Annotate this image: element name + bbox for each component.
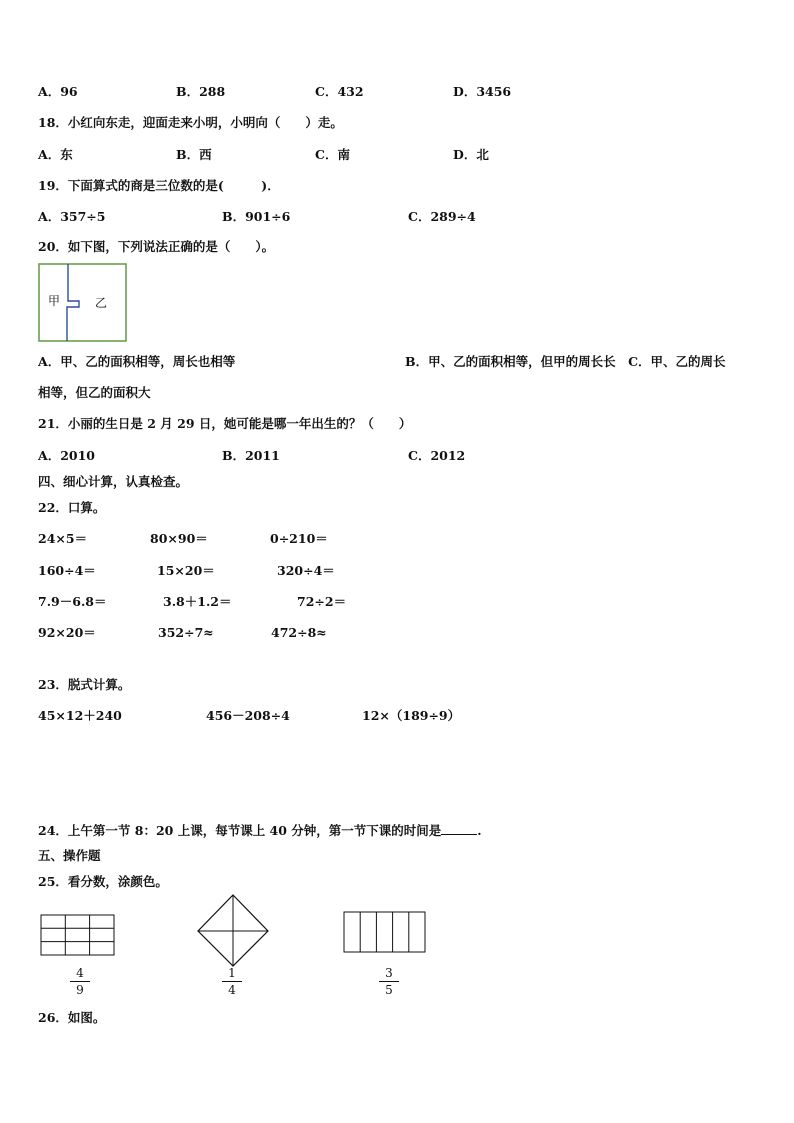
- q22-item: 0÷210＝: [270, 531, 328, 546]
- fraction-numerator: 3: [385, 966, 393, 980]
- q24-stem: [38, 822, 482, 839]
- q22-item: 7.9－6.8＝: [38, 594, 107, 609]
- q21-option-a: A．2010: [38, 448, 95, 463]
- q20-figure: [38, 263, 128, 343]
- q17-option-b: B．288: [176, 84, 226, 99]
- section-5-heading: 五、操作题: [38, 848, 101, 863]
- q25-rectangle-fifths[interactable]: [343, 911, 427, 954]
- q18-option-d: D．北: [453, 147, 489, 162]
- q20-label-yi: 乙: [95, 296, 108, 310]
- q20-option-c-cont: 相等，但乙的面积大: [38, 385, 151, 400]
- q22-item: 92×20＝: [38, 625, 96, 640]
- q22-item: 15×20＝: [157, 563, 215, 578]
- q22-stem: 22．口算。: [38, 500, 106, 515]
- section-4-heading: 四、细心计算，认真检查。: [38, 474, 189, 489]
- fraction-numerator: 4: [76, 966, 84, 980]
- q18-option-b: B．西: [176, 147, 212, 162]
- q21-stem: 21．小丽的生日是 2 月 29 日，她可能是哪一年出生的？（ ）: [38, 416, 412, 431]
- q22-item: 72÷2＝: [297, 594, 347, 609]
- q24-end: .: [477, 823, 482, 838]
- q18-option-c: C．南: [315, 147, 350, 162]
- q19-option-c: C．289÷4: [408, 209, 476, 224]
- q25-fraction-3: [379, 966, 399, 997]
- q20-label-jia: 甲: [48, 294, 61, 308]
- fraction-bar: [379, 981, 399, 982]
- q20-stem: 20．如下图，下列说法正确的是（ ）。: [38, 239, 275, 254]
- q18-option-a: A．东: [38, 147, 73, 162]
- q17-option-c: C．432: [315, 84, 364, 99]
- q22-item: 472÷8≈: [271, 625, 327, 640]
- q22-item: 352÷7≈: [158, 625, 214, 640]
- q25-stem: 25．看分数，涂颜色。: [38, 874, 168, 889]
- fraction-bar: [222, 981, 242, 982]
- fraction-denominator: 5: [385, 983, 393, 997]
- q22-item: 160÷4＝: [38, 563, 96, 578]
- q26-stem: 26．如图。: [38, 1010, 106, 1025]
- q25-grid-3x3[interactable]: [40, 914, 116, 958]
- q25-fraction-1: [70, 966, 90, 997]
- q19-option-b: B．901÷6: [222, 209, 291, 224]
- q21-option-c: C．2012: [408, 448, 466, 463]
- q23-stem: 23．脱式计算。: [38, 677, 131, 692]
- q22-item: 3.8＋1.2＝: [163, 594, 232, 609]
- q22-item: 320÷4＝: [277, 563, 335, 578]
- q20-option-a: A．甲、乙的面积相等，周长也相等: [38, 354, 236, 369]
- q20-option-bc: B．甲、乙的面积相等，但甲的周长长 C．甲、乙的周长: [405, 354, 726, 369]
- fraction-denominator: 4: [228, 983, 236, 997]
- q25-fraction-2: [222, 966, 242, 997]
- q22-item: 24×5＝: [38, 531, 88, 546]
- q18-stem: 18．小红向东走，迎面走来小明，小明向（ ）走。: [38, 115, 343, 130]
- fraction-bar: [70, 981, 90, 982]
- q23-item: 456－208÷4: [206, 708, 290, 723]
- q21-option-b: B．2011: [222, 448, 280, 463]
- q19-stem: 19．下面算式的商是三位数的是( )．: [38, 178, 280, 193]
- q24-text: 24．上午第一节 8：20 上课，每节课上 40 分钟，第一节下课的时间是: [38, 823, 442, 838]
- fraction-denominator: 9: [76, 983, 84, 997]
- fraction-numerator: 1: [228, 966, 236, 980]
- q22-item: 80×90＝: [150, 531, 208, 546]
- q23-item: 12×（189÷9）: [362, 708, 461, 723]
- q17-option-d: D．3456: [453, 84, 512, 99]
- q23-item: 45×12＋240: [38, 708, 122, 723]
- q19-option-a: A．357÷5: [38, 209, 106, 224]
- q24-answer-blank[interactable]: [441, 822, 477, 835]
- q25-diamond-quarters[interactable]: [196, 894, 270, 968]
- q17-option-a: A．96: [38, 84, 78, 99]
